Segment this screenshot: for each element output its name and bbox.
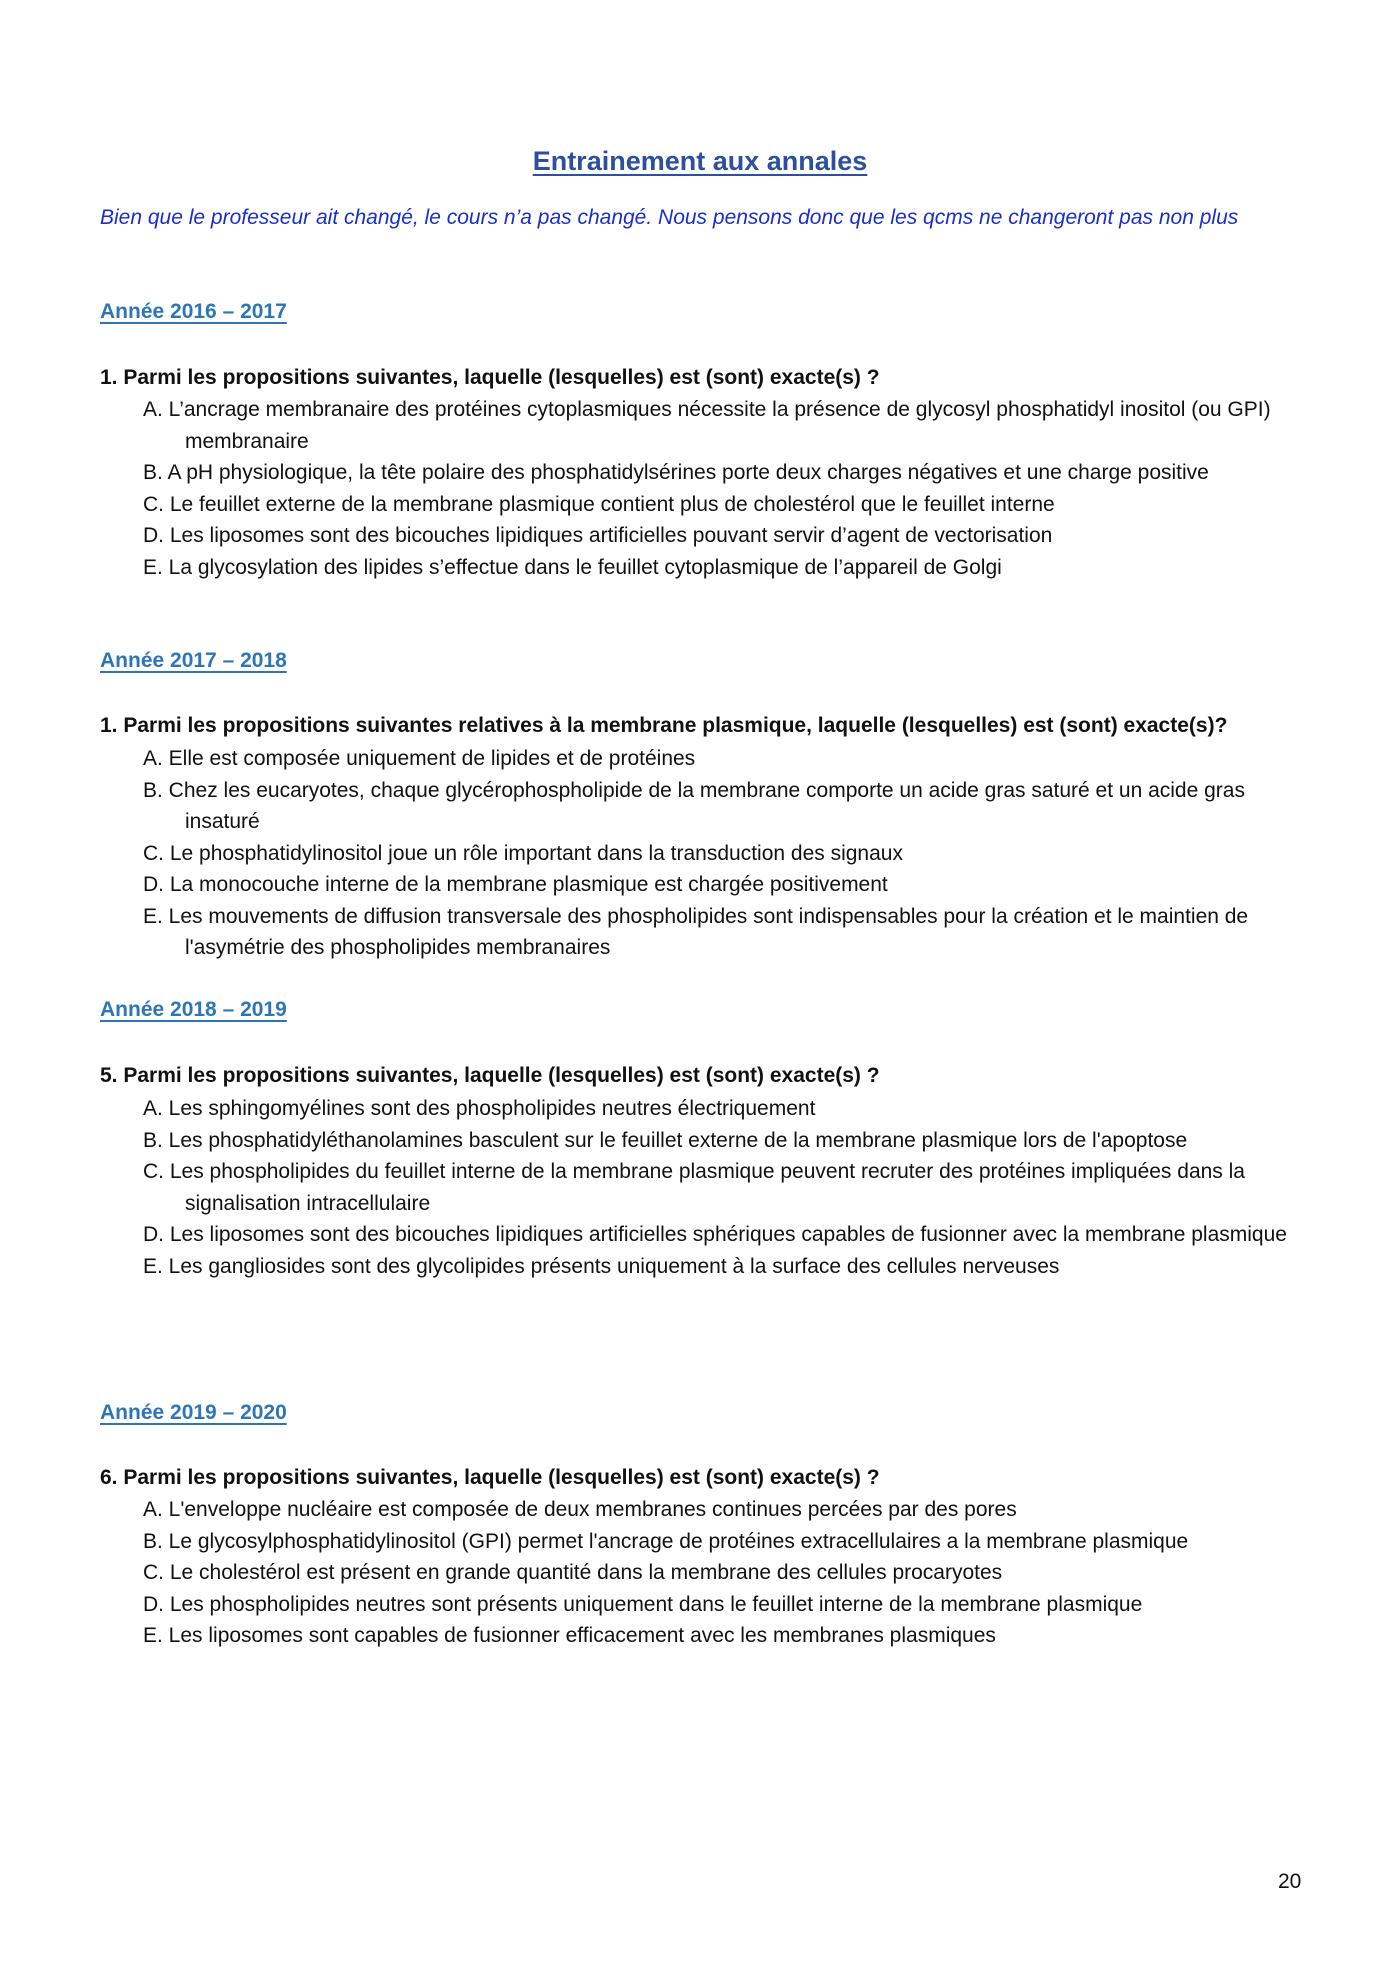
answer-option: A. L'enveloppe nucléaire est composée de deux membranes continues percées par des pores [143, 1498, 1017, 1521]
answer-option: D. Les phospholipides neutres sont présents uniquement dans le feuillet interne de la membrane plasmique [143, 1592, 1143, 1616]
answer-option: B. A pH physiologique, la tête polaire des phosphatidylsérines porte deux charges négatives et une charge positive [143, 461, 1209, 484]
intro-note: Bien que le professeur ait changé, le cours n’a pas changé. Nous pensons donc que les qcms ne changeront pas non plus [100, 206, 1239, 229]
answer-option: A. Les sphingomyélines sont des phospholipides neutres électriquement [143, 1097, 816, 1120]
answer-options-list [143, 1494, 1303, 1652]
answer-option: D. La monocouche interne de la membrane plasmique est chargée positivement [143, 873, 888, 896]
answer-option: D. Les liposomes sont des bicouches lipidiques artificielles pouvant servir d’agent de vectorisation [143, 524, 1053, 547]
section-year-heading: Année 2016 – 2017 [100, 300, 287, 323]
page-number: 20 [1278, 1870, 1302, 1893]
answer-option: D. Les liposomes sont des bicouches lipidiques artificielles sphériques capables de fusionner avec la membrane plasmique [143, 1223, 1287, 1246]
section-year-heading: Année 2017 – 2018 [100, 649, 287, 672]
answer-options-list [143, 743, 1303, 964]
page-title: Entrainement aux annales [532, 146, 868, 176]
question-text: 1. Parmi les propositions suivantes relatives à la membrane plasmique, laquelle (lesquelles) est (sont) exacte(s)? [100, 714, 1228, 737]
answer-option: E. La glycosylation des lipides s’effectue dans le feuillet cytoplasmique de l’appareil de Golgi [143, 555, 1002, 579]
answer-option: A. Elle est composée uniquement de lipides et de protéines [143, 747, 696, 770]
answer-option: C. Les phospholipides du feuillet interne de la membrane plasmique peuvent recruter des protéines impliquées dans la signalisation intracellulaire [143, 1160, 1245, 1215]
answer-option: C. Le cholestérol est présent en grande quantité dans la membrane des cellules procaryotes [143, 1561, 1003, 1584]
answer-option: A. L’ancrage membranaire des protéines cytoplasmiques nécessite la présence de glycosyl phosphatidyl inositol (ou GPI) membranaire [143, 398, 1271, 453]
answer-option: B. Chez les eucaryotes, chaque glycérophospholipide de la membrane comporte un acide gras saturé et un acide gras insaturé [143, 778, 1245, 833]
answer-option: E. Les mouvements de diffusion transversale des phospholipides sont indispensables pour la création et le maintien de l'asymétrie des phospholipides membranaires [143, 904, 1249, 959]
answer-options-list [143, 394, 1303, 583]
answer-option: C. Le feuillet externe de la membrane plasmique contient plus de cholestérol que le feuillet interne [143, 492, 1055, 516]
question-text: 6. Parmi les propositions suivantes, laquelle (lesquelles) est (sont) exacte(s) ? [100, 1466, 880, 1489]
answer-options-list [143, 1093, 1303, 1282]
section-year-heading: Année 2019 – 2020 [100, 1401, 287, 1424]
answer-option: E. Les gangliosides sont des glycolipides présents uniquement à la surface des cellules nerveuses [143, 1254, 1060, 1278]
section-year-heading: Année 2018 – 2019 [100, 998, 287, 1021]
answer-option: B. Les phosphatidyléthanolamines basculent sur le feuillet externe de la membrane plasmique lors de l'apoptose [143, 1128, 1188, 1152]
question-text: 1. Parmi les propositions suivantes, laquelle (lesquelles) est (sont) exacte(s) ? [100, 366, 880, 389]
answer-option: B. Le glycosylphosphatidylinositol (GPI) permet l'ancrage de protéines extracellulaires a la membrane plasmique [143, 1529, 1189, 1553]
answer-option: E. Les liposomes sont capables de fusionner efficacement avec les membranes plasmiques [143, 1624, 996, 1647]
answer-option: C. Le phosphatidylinositol joue un rôle important dans la transduction des signaux [143, 841, 903, 865]
question-text: 5. Parmi les propositions suivantes, laquelle (lesquelles) est (sont) exacte(s) ? [100, 1064, 880, 1087]
